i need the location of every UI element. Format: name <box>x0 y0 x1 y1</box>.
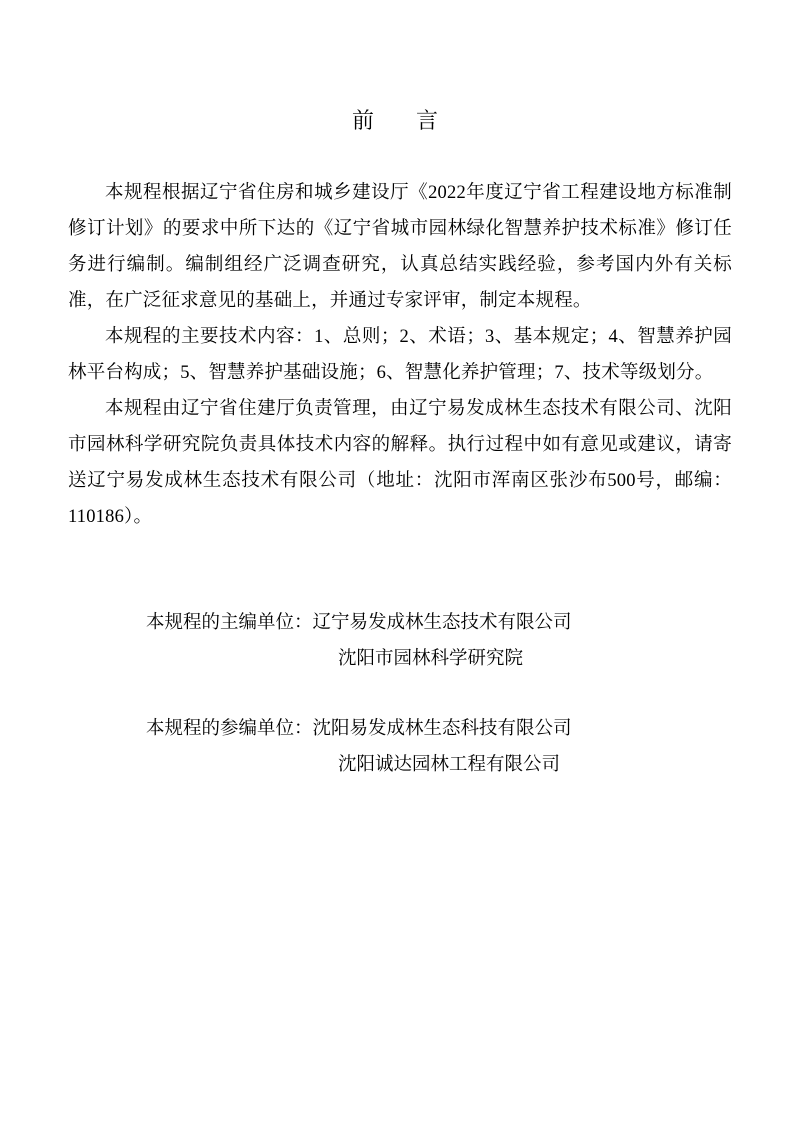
participating-editor-unit-2: 沈阳诚达园林工程有限公司 <box>338 755 561 775</box>
body-text <box>68 175 732 535</box>
chief-editor-unit-line-1 <box>68 605 732 641</box>
chief-editor-label: 本规程的主编单位： <box>146 613 313 633</box>
chief-editor-unit-2: 沈阳市园林科学研究院 <box>338 649 524 669</box>
paragraph-1: 本规程根据辽宁省住房和城乡建设厅《2022年度辽宁省工程建设地方标准制修订计划》的要求中所下达的《辽宁省城市园林绿化智慧养护技术标准》修订任务进行编制。编制组经广泛调查研究，认真总结实践经验，参考国内外有关标准，在广泛征求意见的基础上，并通过专家评审，制定本规程。 <box>68 183 732 311</box>
chief-editor-unit-line-2 <box>68 641 732 677</box>
page-title: 前 言 <box>351 108 448 133</box>
chief-editor-unit-1: 辽宁易发成林生态技术有限公司 <box>312 613 572 633</box>
participating-editor-label: 本规程的参编单位： <box>146 719 313 739</box>
participating-editor-unit-line-2 <box>68 747 732 783</box>
paragraph-2: 本规程的主要技术内容：1、总则；2、术语；3、基本规定；4、智慧养护园林平台构成；5、智慧养护基础设施；6、智慧化养护管理；7、技术等级划分。 <box>68 327 732 383</box>
participating-editor-unit-group <box>68 711 732 783</box>
units-section <box>68 605 732 783</box>
participating-editor-unit-line-1 <box>68 711 732 747</box>
participating-editor-unit-1: 沈阳易发成林生态科技有限公司 <box>312 719 572 739</box>
chief-editor-unit-group <box>68 605 732 677</box>
paragraph-3: 本规程由辽宁省住建厅负责管理，由辽宁易发成林生态技术有限公司、沈阳市园林科学研究院负责具体技术内容的解释。执行过程中如有意见或建议，请寄送辽宁易发成林生态技术有限公司（地址：沈阳市浑南区张沙布500号，邮编：110186）。 <box>68 399 732 527</box>
